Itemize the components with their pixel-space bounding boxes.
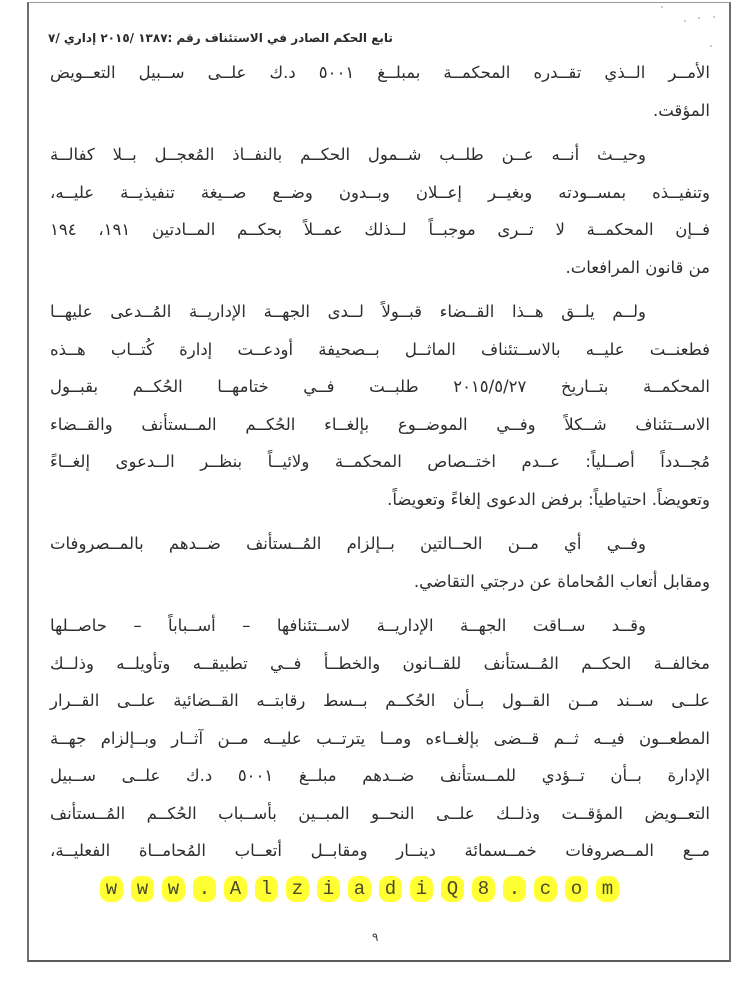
text-line: مــع المــصروفات خمــسمائة دينــار ومقابــل أتعــاب المُحامــاة الفعليــة، — [50, 841, 710, 860]
header-text: تابع الحكم الصادر في الاستئناف رقم :١٣٨٧ /٢٠١٥ إداري /٧ — [48, 31, 393, 45]
scan-speck — [713, 16, 715, 18]
watermark-char: m — [596, 876, 619, 902]
watermark-char: l — [255, 876, 278, 902]
text-line: التعــويض المؤقــت وذلــك علــى النحــو المبــين بأســباب الحُكــم المُــستأنف — [50, 803, 710, 823]
watermark-char: . — [193, 876, 216, 902]
text-line: فطعنــت عليــه بالاســتئناف الماثــل بــصحيفة أودعــت إدارة كُتــاب هــذه — [50, 339, 710, 359]
watermark-char: c — [534, 876, 557, 902]
text-line: فــإن المحكمــة لا تــرى موجبــاً لــذلك عمــلاً بحكــم المــادتين ١٩١، ١٩٤ — [50, 220, 710, 239]
text-line: المؤقت. — [652, 100, 710, 120]
paragraph-gap — [50, 286, 710, 293]
document-header — [48, 31, 448, 45]
text-line: وفــي أي مــن الحــالتين بــإلزام المُــستأنف ضــدهم بالمــصروفات — [50, 534, 646, 553]
watermark-char: i — [410, 876, 433, 902]
text-line: المحكمــة بتــاريخ ٢٠١٥/٥/٢٧ طلبــت فــي ختامهــا الحُكــم بقبــول — [50, 377, 710, 396]
scan-speck — [710, 45, 712, 47]
watermark-char: i — [317, 876, 340, 902]
text-line: ولــم يلــق هــذا القــضاء قبــولاً لــدى الجهــة الإداريــة المُــدعى عليهــا — [50, 302, 646, 321]
watermark-char: A — [224, 876, 247, 902]
text-line: مخالفــة الحكــم المُــستأنف للقــانون والخطــأ فــي تطبيقــه وتأويلــه وذلــك — [50, 653, 710, 673]
watermark-char: Q — [441, 876, 464, 902]
scan-speck — [698, 17, 700, 19]
paragraph — [50, 607, 710, 870]
text-line: الإدارة بــأن تــؤدي للمــستأنف ضــدهم مبلــغ ٥٠٠١ د.ك علــى ســبيل — [50, 766, 710, 785]
paragraph — [50, 293, 710, 518]
watermark-char: 8 — [472, 876, 495, 902]
watermark-char: d — [379, 876, 402, 902]
text-line: علــى ســند مــن القــول بــأن الحُكــم بــسط رقابتــه القــضائية علــى القــرار — [50, 691, 710, 710]
text-line: وتعويضاً. احتياطياً: برفض الدعوى إلغاءً وتعويضاً. — [387, 489, 710, 509]
page-number: ٩ — [372, 930, 379, 944]
text-line: الاســتئناف شــكلاً وفــي الموضــوع بإلغــاء الحُكــم المــستأنف والقــضاء — [50, 414, 710, 434]
watermark-char: a — [348, 876, 371, 902]
paragraph-gap — [50, 129, 710, 136]
watermark-char: w — [131, 876, 154, 902]
paragraph-gap — [50, 518, 710, 525]
text-line: من قانون المرافعات. — [565, 257, 710, 277]
text-line: مُجــدداً أصــلياً: عــدم اختــصاص المحكمــة ولائيــاً بنظــر الــدعوى إلغــاءً — [50, 452, 710, 471]
watermark-char: o — [565, 876, 588, 902]
watermark-char: w — [100, 876, 123, 902]
paragraph — [50, 54, 710, 129]
text-line: وتنفيــذه بمســودته وبغيــر إعــلان وبــدون وضــع صــيغة تنفيذيــة عليــه، — [50, 182, 710, 202]
text-line: وحيــث أنــه عــن طلــب شــمول الحكــم بالنفــاذ المُعجــل بــلا كفالــة — [50, 145, 646, 164]
text-line: ومقابل أتعاب المُحاماة عن درجتي التقاضي. — [413, 571, 710, 591]
paragraph — [50, 525, 710, 600]
scan-speck — [661, 6, 663, 8]
watermark-char: w — [162, 876, 185, 902]
text-line: المطعــون فيــه ثــم قــضى بإلغــاءه ومــا يترتــب عليــه مــن آثــار وبــإلزام جهــة — [50, 728, 710, 748]
paragraph-gap — [50, 600, 710, 607]
text-line: الأمــر الــذي تقــدره المحكمــة بمبلــغ ٥٠٠١ د.ك علــى ســبيل التعــويض — [50, 63, 710, 82]
document-body — [50, 54, 710, 870]
scan-speck — [684, 20, 686, 22]
website-watermark — [100, 876, 620, 902]
watermark-char: z — [286, 876, 309, 902]
paragraph — [50, 136, 710, 286]
text-line: وقــد ســاقت الجهــة الإداريــة لاســتئنافها – أســباباً – حاصــلها — [50, 616, 646, 635]
watermark-char: . — [503, 876, 526, 902]
